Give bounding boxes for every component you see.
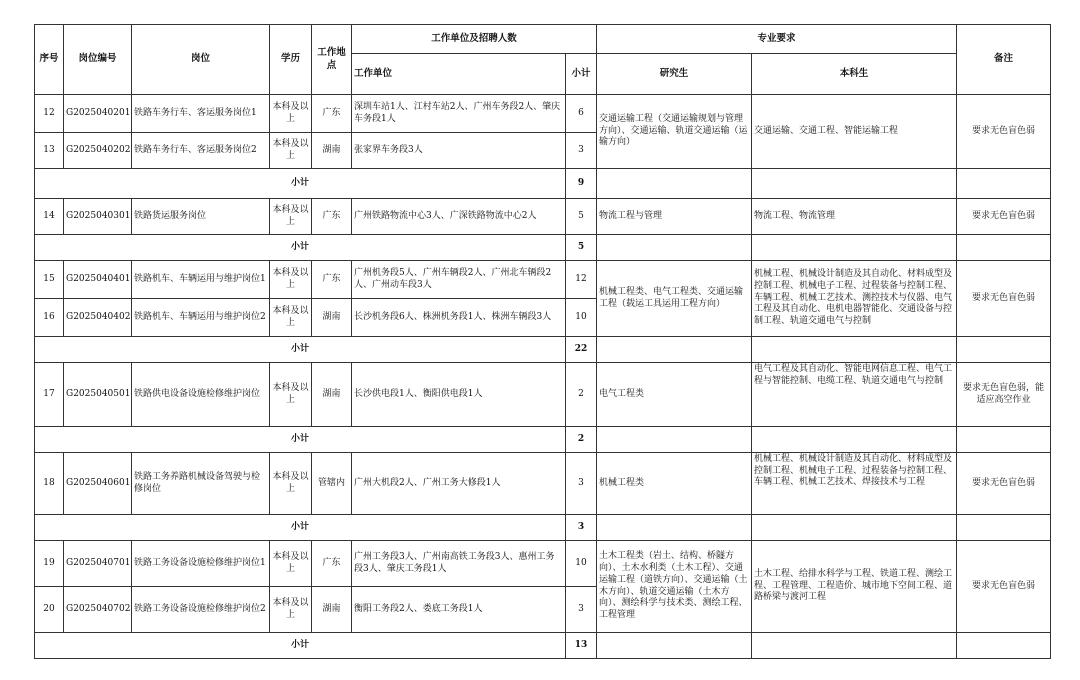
header-major-group: 专业要求: [597, 25, 957, 54]
cell-unit: 广州大机段2人、广州工务大修段1人: [352, 453, 566, 515]
cell-count: 3: [566, 453, 597, 515]
cell-count: 3: [566, 587, 597, 633]
cell-seq: 15: [35, 261, 64, 299]
subtotal-value: 5: [566, 235, 597, 261]
recruitment-table-page: [34, 24, 1051, 659]
cell-edu: 本科及以上: [270, 363, 312, 427]
cell-code: G2025040701: [64, 541, 132, 587]
cell-remark: 要求无色盲色弱: [957, 95, 1051, 169]
table-row: [35, 453, 1051, 515]
cell-location: 广东: [312, 95, 352, 133]
cell-count: 10: [566, 541, 597, 587]
cell-post: 铁路货运服务岗位: [132, 199, 270, 235]
cell-code: G2025040301: [64, 199, 132, 235]
cell-remark: 要求无色盲色弱: [957, 199, 1051, 235]
cell-unit: 张家界车务段3人: [352, 133, 566, 169]
subtotal-row: [35, 169, 1051, 199]
cell-location: 广东: [312, 541, 352, 587]
cell-edu: 本科及以上: [270, 587, 312, 633]
header-remark: 备注: [957, 25, 1051, 95]
cell-count: 2: [566, 363, 597, 427]
cell-undergrad-major: 物流工程、物流管理: [752, 199, 957, 235]
subtotal-row: [35, 427, 1051, 453]
cell-location: 湖南: [312, 587, 352, 633]
cell-seq: 16: [35, 299, 64, 337]
cell-code: G2025040501: [64, 363, 132, 427]
subtotal-label: 小计: [35, 427, 566, 453]
cell-edu: 本科及以上: [270, 133, 312, 169]
header-seq: 序号: [35, 25, 64, 95]
cell-remark: 要求无色盲色弱，能适应高空作业: [957, 363, 1051, 427]
cell-code: G2025040601: [64, 453, 132, 515]
cell-post: 铁路工务设备设施检修维护岗位2: [132, 587, 270, 633]
header-code: 岗位编号: [64, 25, 132, 95]
cell-edu: 本科及以上: [270, 199, 312, 235]
cell-count: 12: [566, 261, 597, 299]
cell-edu: 本科及以上: [270, 95, 312, 133]
cell-unit: 衡阳工务段2人、娄底工务段1人: [352, 587, 566, 633]
cell-edu: 本科及以上: [270, 541, 312, 587]
subtotal-label: 小计: [35, 169, 566, 199]
cell-code: G2025040402: [64, 299, 132, 337]
subtotal-label: 小计: [35, 337, 566, 363]
cell-unit: 深圳车站1人、江村车站2人、广州车务段2人、肇庆车务段1人: [352, 95, 566, 133]
cell-post: 铁路机车、车辆运用与维护岗位1: [132, 261, 270, 299]
subtotal-value: 3: [566, 515, 597, 541]
cell-seq: 18: [35, 453, 64, 515]
table-row: [35, 95, 1051, 133]
cell-count: 10: [566, 299, 597, 337]
cell-code: G2025040201: [64, 95, 132, 133]
cell-undergrad-major: 机械工程、机械设计制造及其自动化、材料成型及控制工程、机械电子工程、过程装备与控制工程、车辆工程、机械工艺技术、测控技术与仪器、电气工程及其自动化、电机电器智能化、交通设备与控制工程、轨道交通电气与控制: [752, 261, 957, 337]
cell-remark: 要求无色盲色弱: [957, 261, 1051, 337]
cell-code: G2025040702: [64, 587, 132, 633]
subtotal-value: 22: [566, 337, 597, 363]
header-edu: 学历: [270, 25, 312, 95]
cell-edu: 本科及以上: [270, 299, 312, 337]
subtotal-row: [35, 515, 1051, 541]
cell-post: 铁路机车、车辆运用与维护岗位2: [132, 299, 270, 337]
cell-unit: 长沙机务段6人、株洲机务段1人、株洲车辆段3人: [352, 299, 566, 337]
table-row: [35, 199, 1051, 235]
cell-undergrad-major: 电气工程及其自动化、智能电网信息工程、电气工程与智能控制、电缆工程、轨道交通电气与控制: [752, 363, 957, 427]
cell-unit: 长沙供电段1人、衡阳供电段1人: [352, 363, 566, 427]
subtotal-label: 小计: [35, 515, 566, 541]
cell-seq: 12: [35, 95, 64, 133]
table-row: [35, 261, 1051, 299]
cell-remark: 要求无色盲色弱: [957, 541, 1051, 633]
cell-seq: 17: [35, 363, 64, 427]
cell-post: 铁路工务养路机械设备驾驶与检修岗位: [132, 453, 270, 515]
cell-grad-major: 电气工程类: [597, 363, 752, 427]
cell-undergrad-major: 机械工程、机械设计制造及其自动化、材料成型及控制工程、机械电子工程、过程装备与控制工程、车辆工程、机械工艺技术、焊接技术与工程: [752, 453, 957, 515]
header-undergrad: 本科生: [752, 54, 957, 95]
header-grad: 研究生: [597, 54, 752, 95]
cell-count: 5: [566, 199, 597, 235]
cell-code: G2025040202: [64, 133, 132, 169]
cell-grad-major: 物流工程与管理: [597, 199, 752, 235]
cell-seq: 19: [35, 541, 64, 587]
cell-grad-major: 机械工程类、电气工程类、交通运输工程（载运工具运用工程方向）: [597, 261, 752, 337]
subtotal-row: [35, 337, 1051, 363]
subtotal-value: 2: [566, 427, 597, 453]
cell-count: 3: [566, 133, 597, 169]
subtotal-row: [35, 235, 1051, 261]
cell-seq: 20: [35, 587, 64, 633]
recruitment-table: [34, 24, 1051, 659]
cell-post: 铁路车务行车、客运服务岗位1: [132, 95, 270, 133]
subtotal-label: 小计: [35, 235, 566, 261]
header-location: 工作地点: [312, 25, 352, 95]
cell-unit: 广州工务段3人、广州南高铁工务段3人、惠州工务段3人、肇庆工务段1人: [352, 541, 566, 587]
subtotal-label: 小计: [35, 633, 566, 659]
header-subtotal: 小计: [566, 54, 597, 95]
cell-grad-major: 机械工程类: [597, 453, 752, 515]
cell-code: G2025040401: [64, 261, 132, 299]
cell-undergrad-major: 土木工程、给排水科学与工程、铁道工程、测绘工程、工程管理、工程造价、城市地下空间工程、道路桥梁与渡河工程: [752, 541, 957, 633]
cell-location: 管辖内: [312, 453, 352, 515]
cell-location: 广东: [312, 199, 352, 235]
cell-remark: 要求无色盲色弱: [957, 453, 1051, 515]
header-post: 岗位: [132, 25, 270, 95]
cell-location: 湖南: [312, 133, 352, 169]
cell-post: 铁路车务行车、客运服务岗位2: [132, 133, 270, 169]
cell-post: 铁路工务设备设施检修维护岗位1: [132, 541, 270, 587]
cell-location: 广东: [312, 261, 352, 299]
cell-location: 湖南: [312, 299, 352, 337]
cell-undergrad-major: 交通运输、交通工程、智能运输工程: [752, 95, 957, 169]
subtotal-row: [35, 633, 1051, 659]
cell-seq: 13: [35, 133, 64, 169]
cell-seq: 14: [35, 199, 64, 235]
header-unit: 工作单位: [352, 54, 566, 95]
subtotal-value: 13: [566, 633, 597, 659]
cell-location: 湖南: [312, 363, 352, 427]
cell-grad-major: 土木工程类（岩土、结构、桥隧方向）、土木水利类（土木工程）、交通运输工程（道铁方向）、交通运输（土木方向）、轨道交通运输（土木方向）、测绘科学与技术类、测绘工程、工程管理: [597, 541, 752, 633]
header-unit-group: 工作单位及招聘人数: [352, 25, 597, 54]
cell-grad-major: 交通运输工程（交通运输规划与管理方向）、交通运输、轨道交通运输（运输方向）: [597, 95, 752, 169]
cell-count: 6: [566, 95, 597, 133]
cell-post: 铁路供电设备设施检修维护岗位: [132, 363, 270, 427]
cell-edu: 本科及以上: [270, 261, 312, 299]
table-row: [35, 541, 1051, 587]
table-row: [35, 363, 1051, 427]
cell-unit: 广州机务段5人、广州车辆段2人、广州北车辆段2人、广州动车段3人: [352, 261, 566, 299]
cell-unit: 广州铁路物流中心3人、广深铁路物流中心2人: [352, 199, 566, 235]
subtotal-value: 9: [566, 169, 597, 199]
cell-edu: 本科及以上: [270, 453, 312, 515]
